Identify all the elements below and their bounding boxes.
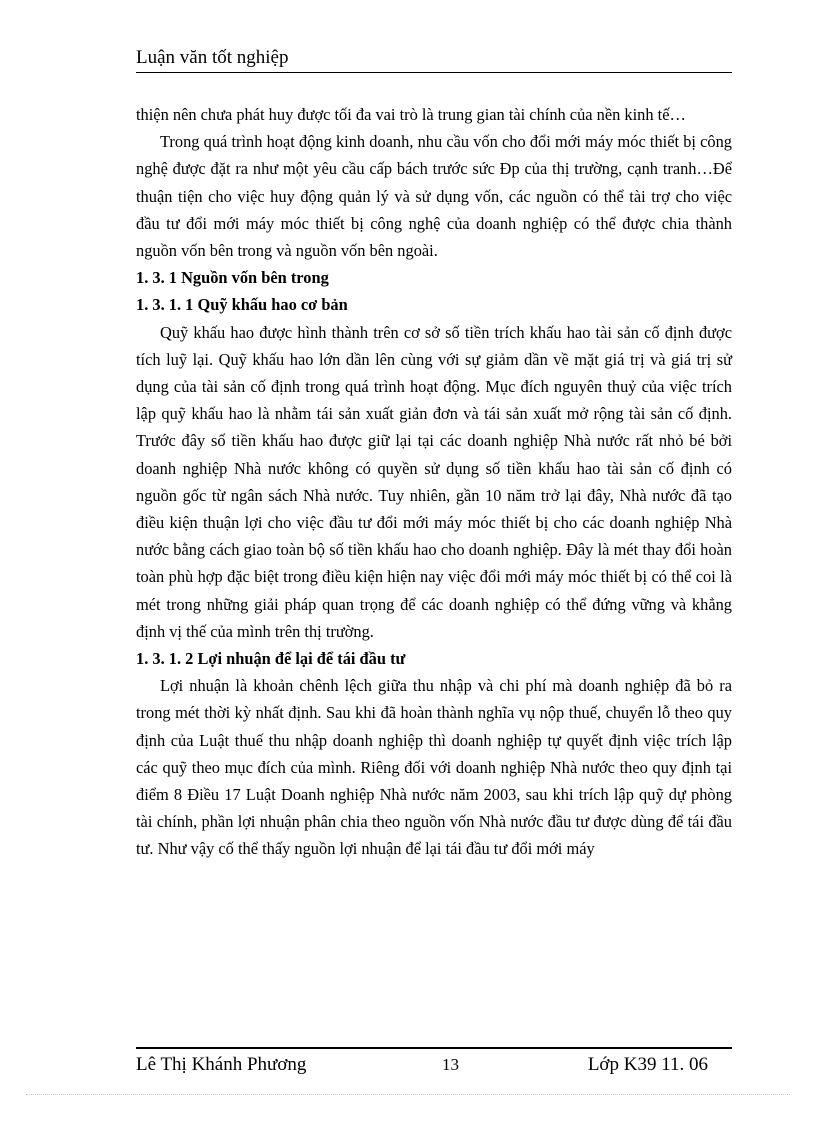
footer-class-label: Lớp K39 11. 06 <box>587 1054 708 1075</box>
subsection-heading-depreciation-fund: 1. 3. 1. 1 Quỹ khấu hao cơ bản <box>136 295 348 315</box>
paragraph-depreciation-fund: Quỹ khấu hao được hình thành trên cơ sở số tiền trích khấu hao tài sản cố định được tích luỹ lại. Quỹ khấu hao lớn dần lên cùng với sự giảm dần về mặt giá trị và giá trị sử dụng của tài sản cố định trong quá trình hoạt động. Mục đích nguyên thuỷ của việc trích lập quỹ khấu hao là nhằm tái sản xuất giản đơn và tái sản xuất mở rộng tài sản cố định. Trước đây số tiền khấu hao được giữ lại tại các doanh nghiệp Nhà nước rất nhỏ bé bởi doanh nghiệp Nhà nước không có quyền sử dụng số tiền khấu hao tài sản cố định có nguồn gốc từ ngân sách Nhà nước. Tuy nhiên, gần 10 năm trở lại đây, Nhà nước đã tạo điều kiện thuận lợi cho việc đầu tư đổi mới máy móc thiết bị cho các doanh nghiệp Nhà nước bằng cách giao toàn bộ số tiền khấu hao cho doanh nghiệp. Đây là mét thay đổi hoàn toàn phù hợp đặc biệt trong điều kiện hiện nay việc đổi mới máy móc thiết bị có thể coi là mét trong những giải pháp quan trọng để các doanh nghiệp có thể đứng vững và khẳng định vị thế của mình trên thị trường. <box>136 322 732 641</box>
paragraph-retained-profit: Lợi nhuận là khoản chênh lệch giữa thu nhập và chi phí mà doanh nghiệp đã bỏ ra trong mét thời kỳ nhất định. Sau khi đã hoàn thành nghĩa vụ nộp thuế, chuyển lỗ theo quy định của Luật thuế thu nhập doanh nghiệp thì doanh nghiệp tự quyết định việc trích lập các quỹ theo mục đích của mình. Riêng đối với doanh nghiệp Nhà nước theo quy định tại điểm 8 Điều 17 Luật Doanh nghiệp Nhà nước năm 2003, sau khi trích lập quỹ dự phòng tài chính, phần lợi nhuận phân chia theo nguồn vốn Nhà nước đầu tư được dùng để tái đầu tư. Như vậy cố thể thấy nguồn lợi nhuận để lại tái đầu tư đổi mới máy <box>136 676 732 859</box>
paragraph-intro: Trong quá trình hoạt động kinh doanh, nhu cầu vốn cho đổi mới máy móc thiết bị công nghệ được đặt ra như một yêu cầu cấp bách trước sức Đp của thị trường, cạnh tranh…Để thuận tiện cho việc huy động quản lý và sử dụng vốn, các nguồn có thể tài trợ cho việc đầu tư đổi mới máy móc thiết bị công nghệ của doanh nghiệp có thể được chia thành nguồn vốn bên trong và nguồn vốn bên ngoài. <box>136 132 732 261</box>
header-divider <box>136 72 732 73</box>
page-footer <box>136 1052 732 1078</box>
footer-author: Lê Thị Khánh Phương <box>136 1054 307 1075</box>
document-body <box>136 101 732 863</box>
subsection-heading-retained-profit: 1. 3. 1. 2 Lợi nhuận để lại để tái đầu tư <box>136 649 406 669</box>
section-heading-internal-capital: 1. 3. 1 Nguồn vốn bên trong <box>136 268 329 288</box>
footer-divider <box>136 1047 732 1049</box>
footer-page-number: 13 <box>442 1055 459 1074</box>
page-bottom-border <box>26 1094 790 1095</box>
page-header-title: Luận văn tốt nghiệp <box>136 47 289 68</box>
paragraph-continuation: thiện nên chưa phát huy được tối đa vai trò là trung gian tài chính của nền kinh tế… <box>136 105 686 124</box>
